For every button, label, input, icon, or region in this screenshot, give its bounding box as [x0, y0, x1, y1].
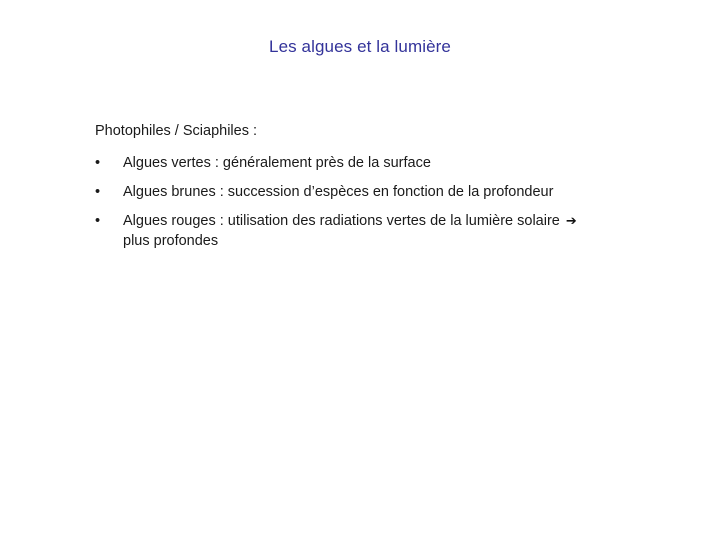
- arrow-right-icon: ➔: [565, 213, 577, 228]
- bullet-text-green-algae: Algues vertes : généralement près de la surface: [123, 155, 431, 171]
- bullet-text-brown-algae: Algues brunes : succession d’espèces en fonction de la profondeur: [123, 184, 554, 200]
- bullet-list: [95, 153, 655, 251]
- bullet-item-red-algae: [95, 211, 655, 251]
- bullet-text-red-algae: Algues rouges : utilisation des radiations vertes de la lumière solaire: [123, 213, 560, 229]
- bullet-item-brown-algae: [95, 182, 655, 202]
- intro-text: Photophiles / Sciaphiles :: [95, 123, 258, 139]
- bullet-text-red-algae-continuation: plus profondes: [123, 233, 219, 249]
- slide-title: Les algues et la lumière: [269, 37, 451, 56]
- bullet-marker: •: [95, 184, 101, 200]
- bullet-marker: •: [95, 213, 101, 229]
- slide-content: [95, 121, 655, 260]
- bullet-item-green-algae: [95, 153, 655, 173]
- bullet-marker: •: [95, 155, 101, 171]
